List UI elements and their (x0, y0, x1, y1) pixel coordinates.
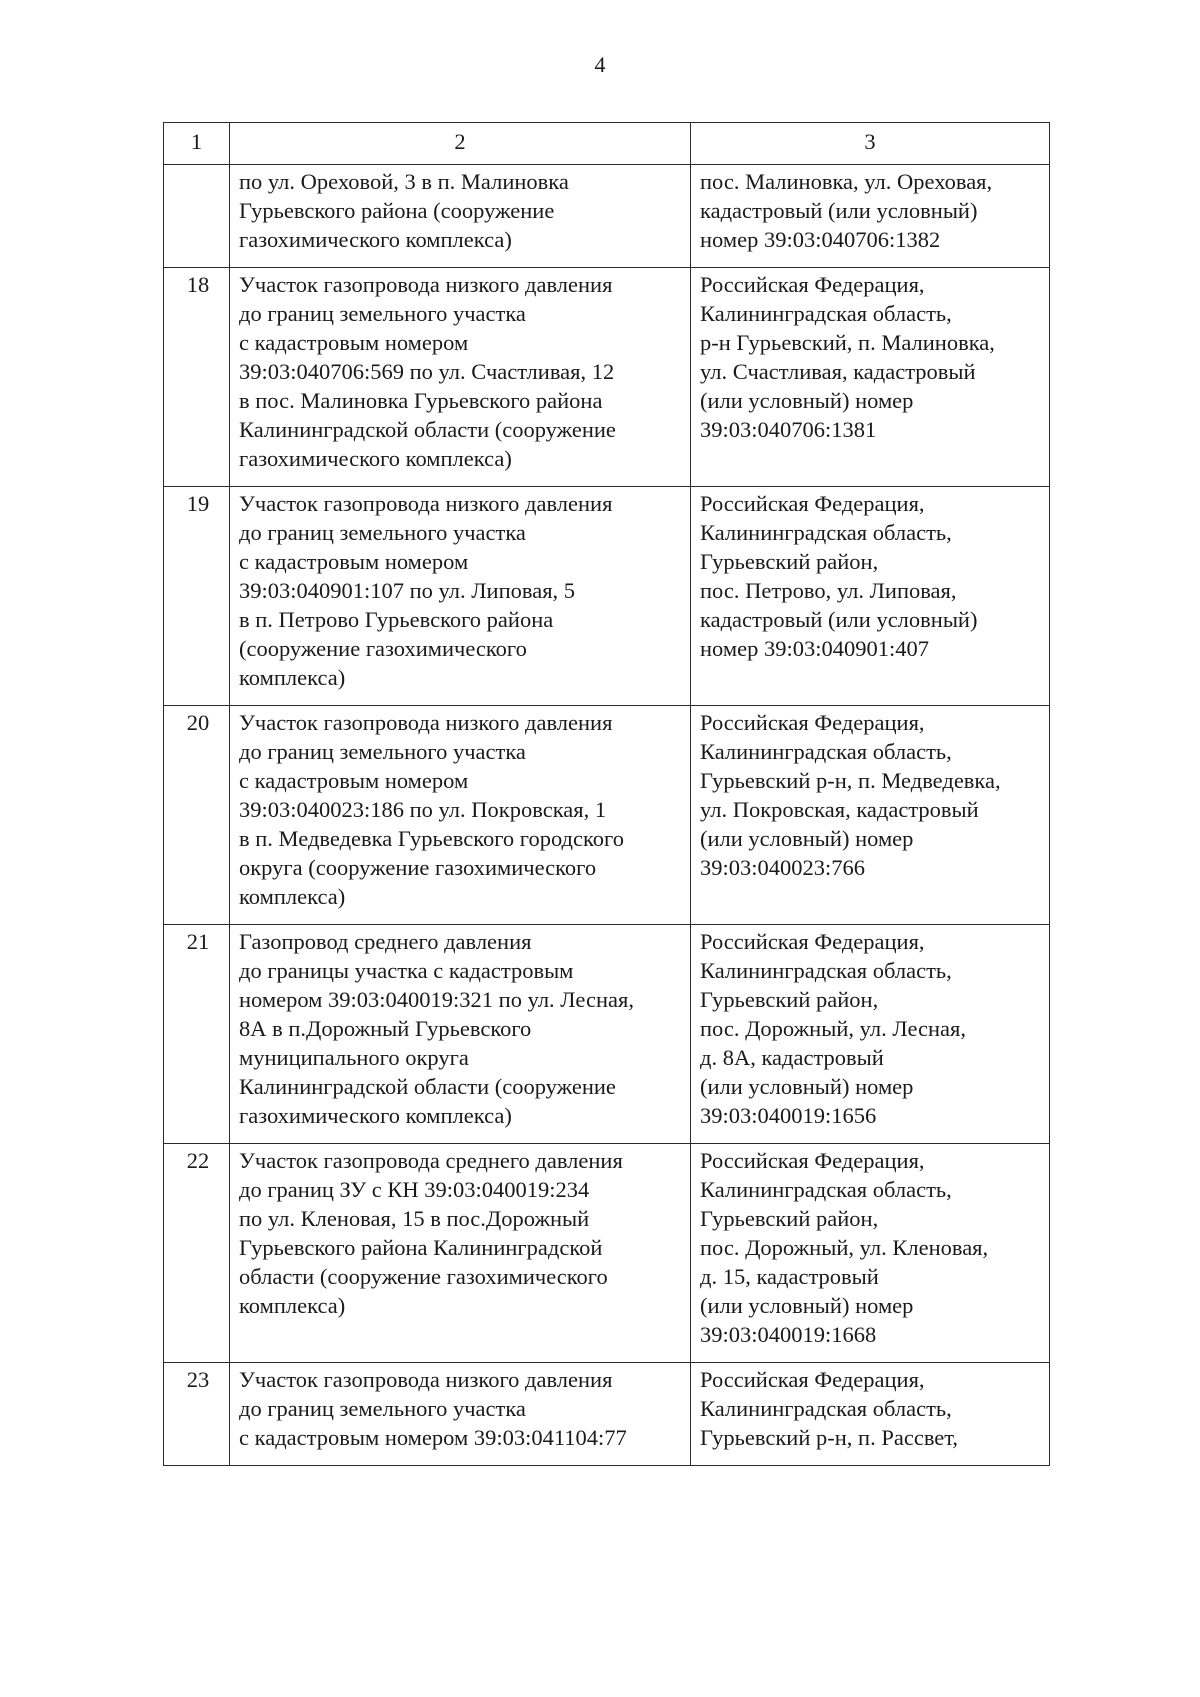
description-line: Участок газопровода среднего давления (239, 1148, 623, 1173)
address-line: ул. Покровская, кадастровый (700, 797, 979, 822)
table-row (164, 1363, 1050, 1466)
row-number: 23 (164, 1363, 230, 1466)
address-line: номер 39:03:040706:1382 (700, 227, 941, 252)
description-line: до границ земельного участка (239, 1396, 526, 1421)
description-line: комплекса) (239, 1293, 346, 1318)
description-line: Калининградской области (сооружение (239, 417, 616, 442)
address-line: (или условный) номер (700, 1074, 914, 1099)
object-address-cell (691, 925, 1050, 1144)
address-line: Российская Федерация, (700, 272, 925, 297)
description-line: Участок газопровода низкого давления (239, 710, 613, 735)
table-row (164, 925, 1050, 1144)
address-line: 39:03:040706:1381 (700, 417, 877, 442)
description-line: округа (сооружение газохимического (239, 855, 597, 880)
address-line: Калининградская область, (700, 739, 952, 764)
object-address-cell (691, 706, 1050, 925)
description-line: 39:03:040901:107 по ул. Липовая, 5 (239, 578, 576, 603)
address-line: Гурьевский район, (700, 1206, 879, 1231)
description-line: 8А в п.Дорожный Гурьевского (239, 1016, 532, 1041)
description-line: с кадастровым номером (239, 330, 469, 355)
description-line: комплекса) (239, 665, 346, 690)
object-description-cell (230, 1144, 691, 1363)
description-line: до границы участка с кадастровым (239, 958, 574, 983)
address-line: 39:03:040019:1656 (700, 1103, 877, 1128)
table-row (164, 706, 1050, 925)
object-description-cell (230, 165, 691, 268)
description-line: газохимического комплекса) (239, 446, 512, 471)
object-address-cell (691, 487, 1050, 706)
description-line: до границ ЗУ с КН 39:03:040019:234 (239, 1177, 590, 1202)
object-address-cell (691, 268, 1050, 487)
address-line: Гурьевский р-н, п. Рассвет, (700, 1425, 959, 1450)
address-line: пос. Малиновка, ул. Ореховая, (700, 169, 993, 194)
table-row (164, 268, 1050, 487)
description-line: с кадастровым номером (239, 549, 469, 574)
property-table (163, 122, 1050, 1466)
address-line: Калининградская область, (700, 958, 952, 983)
address-line: Калининградская область, (700, 520, 952, 545)
description-line: муниципального округа (239, 1045, 469, 1070)
address-line: номер 39:03:040901:407 (700, 636, 929, 661)
description-line: газохимического комплекса) (239, 227, 512, 252)
description-line: Участок газопровода низкого давления (239, 1367, 613, 1392)
description-line: до границ земельного участка (239, 739, 526, 764)
description-line: Участок газопровода низкого давления (239, 491, 613, 516)
row-number: 18 (164, 268, 230, 487)
header-cell-1: 1 (164, 123, 230, 165)
description-line: Гурьевского района (сооружение (239, 198, 555, 223)
table-row (164, 165, 1050, 268)
description-line: по ул. Кленовая, 15 в пос.Дорожный (239, 1206, 590, 1231)
description-line: Газопровод среднего давления (239, 929, 532, 954)
address-line: Российская Федерация, (700, 929, 925, 954)
table-row (164, 487, 1050, 706)
row-number: 21 (164, 925, 230, 1144)
address-line: Гурьевский район, (700, 987, 879, 1012)
address-line: Российская Федерация, (700, 710, 925, 735)
description-line: с кадастровым номером 39:03:041104:77 (239, 1425, 627, 1450)
header-cell-3: 3 (691, 123, 1050, 165)
header-cell-2: 2 (230, 123, 691, 165)
address-line: пос. Дорожный, ул. Лесная, (700, 1016, 967, 1041)
description-line: в п. Петрово Гурьевского района (239, 607, 554, 632)
description-line: с кадастровым номером (239, 768, 469, 793)
description-line: номером 39:03:040019:321 по ул. Лесная, (239, 987, 634, 1012)
address-line: (или условный) номер (700, 388, 914, 413)
description-line: Гурьевского района Калининградской (239, 1235, 603, 1260)
object-description-cell (230, 487, 691, 706)
address-line: 39:03:040019:1668 (700, 1322, 877, 1347)
description-line: в п. Медведевка Гурьевского городского (239, 826, 624, 851)
address-line: Российская Федерация, (700, 1367, 925, 1392)
address-line: (или условный) номер (700, 826, 914, 851)
row-number: 19 (164, 487, 230, 706)
object-address-cell (691, 1363, 1050, 1466)
address-line: р-н Гурьевский, п. Малиновка, (700, 330, 995, 355)
row-number: 22 (164, 1144, 230, 1363)
address-line: Российская Федерация, (700, 491, 925, 516)
description-line: газохимического комплекса) (239, 1103, 512, 1128)
address-line: Калининградская область, (700, 1177, 952, 1202)
description-line: Калининградской области (сооружение (239, 1074, 616, 1099)
object-description-cell (230, 1363, 691, 1466)
description-line: по ул. Ореховой, 3 в п. Малиновка (239, 169, 569, 194)
address-line: пос. Петрово, ул. Липовая, (700, 578, 957, 603)
page-number: 4 (594, 52, 606, 77)
row-number (164, 165, 230, 268)
description-line: комплекса) (239, 884, 346, 909)
object-description-cell (230, 925, 691, 1144)
object-address-cell (691, 1144, 1050, 1363)
object-description-cell (230, 706, 691, 925)
description-line: в пос. Малиновка Гурьевского района (239, 388, 603, 413)
description-line: Участок газопровода низкого давления (239, 272, 613, 297)
description-line: 39:03:040023:186 по ул. Покровская, 1 (239, 797, 607, 822)
address-line: Гурьевский район, (700, 549, 879, 574)
row-number: 20 (164, 706, 230, 925)
description-line: до границ земельного участка (239, 520, 526, 545)
description-line: 39:03:040706:569 по ул. Счастливая, 12 (239, 359, 615, 384)
address-line: д. 8А, кадастровый (700, 1045, 884, 1070)
object-address-cell (691, 165, 1050, 268)
address-line: Гурьевский р-н, п. Медведевка, (700, 768, 1001, 793)
address-line: д. 15, кадастровый (700, 1264, 879, 1289)
address-line: (или условный) номер (700, 1293, 914, 1318)
address-line: 39:03:040023:766 (700, 855, 866, 880)
address-line: кадастровый (или условный) (700, 198, 978, 223)
table-row (164, 1144, 1050, 1363)
address-line: Калининградская область, (700, 1396, 952, 1421)
table-header-row (164, 123, 1050, 165)
description-line: (сооружение газохимического (239, 636, 527, 661)
address-line: Российская Федерация, (700, 1148, 925, 1173)
address-line: кадастровый (или условный) (700, 607, 978, 632)
address-line: Калининградская область, (700, 301, 952, 326)
address-line: пос. Дорожный, ул. Кленовая, (700, 1235, 989, 1260)
description-line: области (сооружение газохимического (239, 1264, 608, 1289)
object-description-cell (230, 268, 691, 487)
address-line: ул. Счастливая, кадастровый (700, 359, 976, 384)
description-line: до границ земельного участка (239, 301, 526, 326)
